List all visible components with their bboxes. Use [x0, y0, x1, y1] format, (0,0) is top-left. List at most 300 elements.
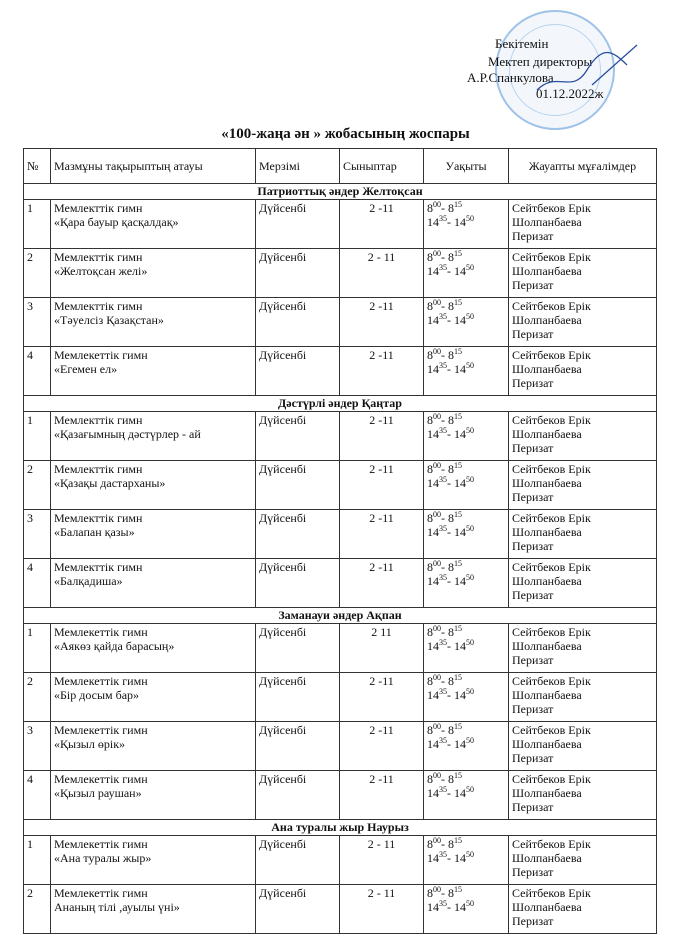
time-b2: - 14 [447, 525, 466, 539]
row-number: 1 [24, 200, 51, 249]
time-a1: 8 [427, 625, 433, 639]
time-b2-sup: 50 [466, 475, 474, 484]
topic-line-anthem: Мемлекттік гимн [54, 201, 143, 215]
row-classes: 2 11 [340, 624, 424, 673]
time-b1: 14 [427, 362, 439, 376]
topic-line-anthem: Мемлекттік гимн [54, 560, 143, 574]
time-b1: 14 [427, 737, 439, 751]
time-b1: 14 [427, 688, 439, 702]
time-a1-sup: 00 [433, 200, 441, 209]
time-b1-sup: 35 [439, 687, 447, 696]
header-classes: Сыныптар [340, 149, 424, 184]
time-a2: - 8 [441, 413, 454, 427]
teacher-line-1: Сейтбеков Ерік [512, 201, 591, 215]
row-time [424, 461, 509, 510]
row-day: Дүйсенбі [256, 771, 340, 820]
section-title: Патриоттық әндер Желтоқсан [24, 184, 657, 200]
row-classes: 2 -11 [340, 200, 424, 249]
time-a1: 8 [427, 674, 433, 688]
time-a2: - 8 [441, 462, 454, 476]
row-teachers [509, 836, 657, 885]
time-b2: - 14 [447, 264, 466, 278]
time-a1: 8 [427, 462, 433, 476]
row-classes: 2 -11 [340, 559, 424, 608]
time-a1: 8 [427, 413, 433, 427]
time-b2-sup: 50 [466, 785, 474, 794]
teacher-line-1: Сейтбеков Ерік [512, 772, 591, 786]
time-a2-sup: 15 [454, 624, 462, 633]
teacher-line-2: Шолпанбаева [512, 574, 582, 588]
time-a2: - 8 [441, 886, 454, 900]
topic-line-anthem: Мемлекеттік гимн [54, 886, 148, 900]
time-b1-sup: 35 [439, 214, 447, 223]
time-b1-sup: 35 [439, 426, 447, 435]
row-day: Дүйсенбі [256, 412, 340, 461]
topic-line-song: «Балапан қазы» [54, 525, 135, 539]
teacher-line-3: Перизат [512, 327, 554, 341]
time-a1-sup: 00 [433, 412, 441, 421]
row-topic [51, 412, 256, 461]
time-b2: - 14 [447, 688, 466, 702]
time-a1-sup: 00 [433, 559, 441, 568]
topic-line-song: «Желтоқсан желі» [54, 264, 148, 278]
row-classes: 2 -11 [340, 510, 424, 559]
time-b2-sup: 50 [466, 687, 474, 696]
time-b2: - 14 [447, 362, 466, 376]
table-row [24, 624, 657, 673]
row-teachers [509, 249, 657, 298]
approval-line-position: Мектеп директоры [488, 54, 593, 69]
approval-line-date: 01.12.2022ж [536, 86, 604, 101]
row-topic [51, 510, 256, 559]
row-day: Дүйсенбі [256, 836, 340, 885]
teacher-line-3: Перизат [512, 914, 554, 928]
topic-line-song: «Бір досым бар» [54, 688, 140, 702]
row-classes: 2 - 11 [340, 836, 424, 885]
document-title: «100-жаңа ән » жобасының жоспары [221, 126, 470, 142]
time-b1-sup: 35 [439, 785, 447, 794]
row-day: Дүйсенбі [256, 559, 340, 608]
row-topic [51, 298, 256, 347]
row-classes: 2 - 11 [340, 885, 424, 934]
time-a1: 8 [427, 201, 433, 215]
time-b1-sup: 35 [439, 524, 447, 533]
row-number: 1 [24, 836, 51, 885]
teacher-line-3: Перизат [512, 490, 554, 504]
topic-line-anthem: Мемлекттік гимн [54, 511, 143, 525]
row-day: Дүйсенбі [256, 722, 340, 771]
time-b1: 14 [427, 264, 439, 278]
row-teachers [509, 510, 657, 559]
time-a1-sup: 00 [433, 461, 441, 470]
time-b2-sup: 50 [466, 426, 474, 435]
row-number: 1 [24, 412, 51, 461]
row-time [424, 771, 509, 820]
approval-block [440, 0, 680, 110]
row-teachers [509, 885, 657, 934]
teacher-line-2: Шолпанбаева [512, 264, 582, 278]
time-b1-sup: 35 [439, 361, 447, 370]
time-b1-sup: 35 [439, 850, 447, 859]
row-classes: 2 -11 [340, 298, 424, 347]
time-a2-sup: 15 [454, 559, 462, 568]
time-a1-sup: 00 [433, 836, 441, 845]
time-a2: - 8 [441, 723, 454, 737]
time-a1: 8 [427, 250, 433, 264]
topic-line-anthem: Мемлекеттік гимн [54, 723, 148, 737]
row-time [424, 722, 509, 771]
teacher-line-2: Шолпанбаева [512, 900, 582, 914]
table-row [24, 885, 657, 934]
teacher-line-2: Шолпанбаева [512, 851, 582, 865]
row-number: 3 [24, 510, 51, 559]
row-classes: 2 -11 [340, 673, 424, 722]
time-a1-sup: 00 [433, 510, 441, 519]
time-a2: - 8 [441, 674, 454, 688]
time-a2-sup: 15 [454, 200, 462, 209]
table-row [24, 836, 657, 885]
topic-line-anthem: Мемлекеттік гимн [54, 674, 148, 688]
time-a1-sup: 00 [433, 722, 441, 731]
time-a2: - 8 [441, 299, 454, 313]
time-a1-sup: 00 [433, 347, 441, 356]
time-b2: - 14 [447, 574, 466, 588]
teacher-line-3: Перизат [512, 702, 554, 716]
time-b1: 14 [427, 313, 439, 327]
row-time [424, 559, 509, 608]
time-b1-sup: 35 [439, 573, 447, 582]
row-topic [51, 722, 256, 771]
row-time [424, 298, 509, 347]
time-b1-sup: 35 [439, 899, 447, 908]
row-time [424, 200, 509, 249]
teacher-line-1: Сейтбеков Ерік [512, 886, 591, 900]
time-a2: - 8 [441, 201, 454, 215]
row-topic [51, 771, 256, 820]
topic-line-song: «Ана туралы жыр» [54, 851, 152, 865]
time-b2: - 14 [447, 313, 466, 327]
time-b1-sup: 35 [439, 475, 447, 484]
time-a2-sup: 15 [454, 771, 462, 780]
header-schedule: Мерзімі [256, 149, 340, 184]
teacher-line-1: Сейтбеков Ерік [512, 511, 591, 525]
row-teachers [509, 200, 657, 249]
teacher-line-2: Шолпанбаева [512, 362, 582, 376]
teacher-line-3: Перизат [512, 751, 554, 765]
time-a2-sup: 15 [454, 347, 462, 356]
topic-line-anthem: Мемлекттік гимн [54, 413, 143, 427]
time-b1-sup: 35 [439, 263, 447, 272]
row-day: Дүйсенбі [256, 624, 340, 673]
time-a2: - 8 [441, 772, 454, 786]
row-teachers [509, 673, 657, 722]
row-topic [51, 347, 256, 396]
row-topic [51, 559, 256, 608]
topic-line-song: «Қызыл раушан» [54, 786, 142, 800]
topic-line-anthem: Мемлекттік гимн [54, 250, 143, 264]
teacher-line-2: Шолпанбаева [512, 737, 582, 751]
topic-line-song: «Тәуелсіз Қазақстан» [54, 313, 164, 327]
row-number: 2 [24, 249, 51, 298]
row-topic [51, 885, 256, 934]
time-a2-sup: 15 [454, 885, 462, 894]
time-a1-sup: 00 [433, 673, 441, 682]
table-row [24, 722, 657, 771]
time-a2: - 8 [441, 625, 454, 639]
time-b1: 14 [427, 215, 439, 229]
row-topic [51, 624, 256, 673]
time-a2: - 8 [441, 837, 454, 851]
time-b2: - 14 [447, 737, 466, 751]
director-signature [532, 40, 642, 100]
approval-line-approve: Бекітемін [495, 36, 549, 51]
time-a2: - 8 [441, 511, 454, 525]
row-classes: 2 -11 [340, 722, 424, 771]
row-time [424, 347, 509, 396]
row-day: Дүйсенбі [256, 200, 340, 249]
row-number: 3 [24, 298, 51, 347]
row-day: Дүйсенбі [256, 510, 340, 559]
teacher-line-3: Перизат [512, 653, 554, 667]
row-number: 2 [24, 885, 51, 934]
teacher-line-1: Сейтбеков Ерік [512, 348, 591, 362]
time-a2-sup: 15 [454, 836, 462, 845]
time-b1: 14 [427, 900, 439, 914]
row-day: Дүйсенбі [256, 885, 340, 934]
topic-line-song: Ананың тілі ,ауылы үні» [54, 900, 180, 914]
time-a2: - 8 [441, 348, 454, 362]
teacher-line-3: Перизат [512, 441, 554, 455]
time-b2-sup: 50 [466, 524, 474, 533]
topic-line-song: «Қызыл өрік» [54, 737, 126, 751]
time-a2-sup: 15 [454, 673, 462, 682]
time-a2: - 8 [441, 250, 454, 264]
row-number: 4 [24, 347, 51, 396]
table-header-row [24, 149, 657, 184]
header-time: Уақыты [424, 149, 509, 184]
teacher-line-2: Шолпанбаева [512, 313, 582, 327]
row-time [424, 412, 509, 461]
row-classes: 2 -11 [340, 771, 424, 820]
row-classes: 2 -11 [340, 412, 424, 461]
table-row [24, 559, 657, 608]
time-a1-sup: 00 [433, 624, 441, 633]
time-a1-sup: 00 [433, 298, 441, 307]
table-row [24, 347, 657, 396]
teacher-line-3: Перизат [512, 539, 554, 553]
time-b2-sup: 50 [466, 312, 474, 321]
topic-line-song: «Қазағымның дәстүрлер - ай [54, 427, 201, 441]
topic-line-anthem: Мемлекеттік гимн [54, 837, 148, 851]
time-a1-sup: 00 [433, 771, 441, 780]
topic-line-anthem: Мемлекеттік гимн [54, 625, 148, 639]
table-row [24, 200, 657, 249]
topic-line-anthem: Мемлекттік гимн [54, 462, 143, 476]
section-title: Заманауи әндер Ақпан [24, 608, 657, 624]
teacher-line-1: Сейтбеков Ерік [512, 560, 591, 574]
row-time [424, 673, 509, 722]
row-time [424, 249, 509, 298]
time-b2-sup: 50 [466, 214, 474, 223]
row-teachers [509, 559, 657, 608]
table-row [24, 510, 657, 559]
time-a1: 8 [427, 348, 433, 362]
time-b1-sup: 35 [439, 312, 447, 321]
section-row [24, 608, 657, 624]
row-teachers [509, 347, 657, 396]
teacher-line-1: Сейтбеков Ерік [512, 837, 591, 851]
time-b1: 14 [427, 786, 439, 800]
teacher-line-3: Перизат [512, 278, 554, 292]
table-row [24, 298, 657, 347]
teacher-line-2: Шолпанбаева [512, 476, 582, 490]
section-title: Дәстүрлі әндер Қаңтар [24, 396, 657, 412]
time-a1: 8 [427, 299, 433, 313]
row-time [424, 510, 509, 559]
section-row [24, 396, 657, 412]
approval-line-name: А.Р.Спанкулова [467, 70, 554, 85]
time-b1: 14 [427, 639, 439, 653]
teacher-line-1: Сейтбеков Ерік [512, 723, 591, 737]
row-classes: 2 - 11 [340, 249, 424, 298]
time-a1-sup: 00 [433, 885, 441, 894]
row-topic [51, 461, 256, 510]
time-b2: - 14 [447, 639, 466, 653]
topic-line-song: «Балқадиша» [54, 574, 123, 588]
time-b2: - 14 [447, 427, 466, 441]
topic-line-song: «Аякөз қайда барасың» [54, 639, 175, 653]
row-number: 2 [24, 461, 51, 510]
row-teachers [509, 298, 657, 347]
time-a2-sup: 15 [454, 461, 462, 470]
time-a1: 8 [427, 723, 433, 737]
topic-line-song: «Қазақы дастарханы» [54, 476, 166, 490]
time-a1: 8 [427, 560, 433, 574]
time-a2-sup: 15 [454, 722, 462, 731]
table-row [24, 673, 657, 722]
time-b1-sup: 35 [439, 638, 447, 647]
teacher-line-3: Перизат [512, 800, 554, 814]
table-row [24, 412, 657, 461]
teacher-line-1: Сейтбеков Ерік [512, 299, 591, 313]
teacher-line-1: Сейтбеков Ерік [512, 674, 591, 688]
header-topic: Мазмұны тақырыптың атауы [51, 149, 256, 184]
time-a1: 8 [427, 837, 433, 851]
time-b2-sup: 50 [466, 263, 474, 272]
row-number: 2 [24, 673, 51, 722]
teacher-line-3: Перизат [512, 376, 554, 390]
row-number: 3 [24, 722, 51, 771]
row-teachers [509, 624, 657, 673]
table-row [24, 771, 657, 820]
row-teachers [509, 771, 657, 820]
section-title: Ана туралы жыр Наурыз [24, 820, 657, 836]
time-a2-sup: 15 [454, 412, 462, 421]
header-number: № [24, 149, 51, 184]
row-topic [51, 200, 256, 249]
topic-line-anthem: Мемлекттік гимн [54, 299, 143, 313]
table-row [24, 249, 657, 298]
teacher-line-2: Шолпанбаева [512, 688, 582, 702]
topic-line-song: «Егемен ел» [54, 362, 118, 376]
row-time [424, 885, 509, 934]
time-b2: - 14 [447, 851, 466, 865]
row-teachers [509, 412, 657, 461]
time-b2-sup: 50 [466, 899, 474, 908]
time-a2: - 8 [441, 560, 454, 574]
plan-table [23, 148, 657, 934]
teacher-line-1: Сейтбеков Ерік [512, 250, 591, 264]
teacher-line-3: Перизат [512, 229, 554, 243]
teacher-line-2: Шолпанбаева [512, 786, 582, 800]
row-topic [51, 673, 256, 722]
row-number: 1 [24, 624, 51, 673]
row-number: 4 [24, 559, 51, 608]
topic-line-anthem: Мемлекеттік гимн [54, 772, 148, 786]
teacher-line-1: Сейтбеков Ерік [512, 413, 591, 427]
time-b2-sup: 50 [466, 850, 474, 859]
row-topic [51, 249, 256, 298]
row-day: Дүйсенбі [256, 673, 340, 722]
time-a2-sup: 15 [454, 298, 462, 307]
teacher-line-2: Шолпанбаева [512, 639, 582, 653]
row-classes: 2 -11 [340, 347, 424, 396]
time-b2: - 14 [447, 786, 466, 800]
section-row [24, 820, 657, 836]
time-b2-sup: 50 [466, 736, 474, 745]
time-a2-sup: 15 [454, 249, 462, 258]
teacher-line-3: Перизат [512, 588, 554, 602]
time-a2-sup: 15 [454, 510, 462, 519]
row-topic [51, 836, 256, 885]
time-b2-sup: 50 [466, 638, 474, 647]
time-b1: 14 [427, 851, 439, 865]
row-classes: 2 -11 [340, 461, 424, 510]
table-row [24, 461, 657, 510]
time-b1: 14 [427, 476, 439, 490]
time-b2: - 14 [447, 215, 466, 229]
row-day: Дүйсенбі [256, 461, 340, 510]
teacher-line-2: Шолпанбаева [512, 215, 582, 229]
teacher-line-1: Сейтбеков Ерік [512, 462, 591, 476]
header-teachers: Жауапты мұғалімдер [509, 149, 657, 184]
row-time [424, 624, 509, 673]
time-a1-sup: 00 [433, 249, 441, 258]
row-number: 4 [24, 771, 51, 820]
time-b2: - 14 [447, 476, 466, 490]
row-teachers [509, 461, 657, 510]
row-day: Дүйсенбі [256, 249, 340, 298]
time-a1: 8 [427, 886, 433, 900]
time-a1: 8 [427, 772, 433, 786]
teacher-line-3: Перизат [512, 865, 554, 879]
time-b2-sup: 50 [466, 573, 474, 582]
topic-line-song: «Қара бауыр қасқалдақ» [54, 215, 179, 229]
row-teachers [509, 722, 657, 771]
time-b1: 14 [427, 574, 439, 588]
time-a1: 8 [427, 511, 433, 525]
row-day: Дүйсенбі [256, 347, 340, 396]
time-b1: 14 [427, 525, 439, 539]
teacher-line-2: Шолпанбаева [512, 525, 582, 539]
topic-line-anthem: Мемлекеттік гимн [54, 348, 148, 362]
section-row [24, 184, 657, 200]
time-b2: - 14 [447, 900, 466, 914]
row-day: Дүйсенбі [256, 298, 340, 347]
teacher-line-2: Шолпанбаева [512, 427, 582, 441]
time-b1-sup: 35 [439, 736, 447, 745]
teacher-line-1: Сейтбеков Ерік [512, 625, 591, 639]
